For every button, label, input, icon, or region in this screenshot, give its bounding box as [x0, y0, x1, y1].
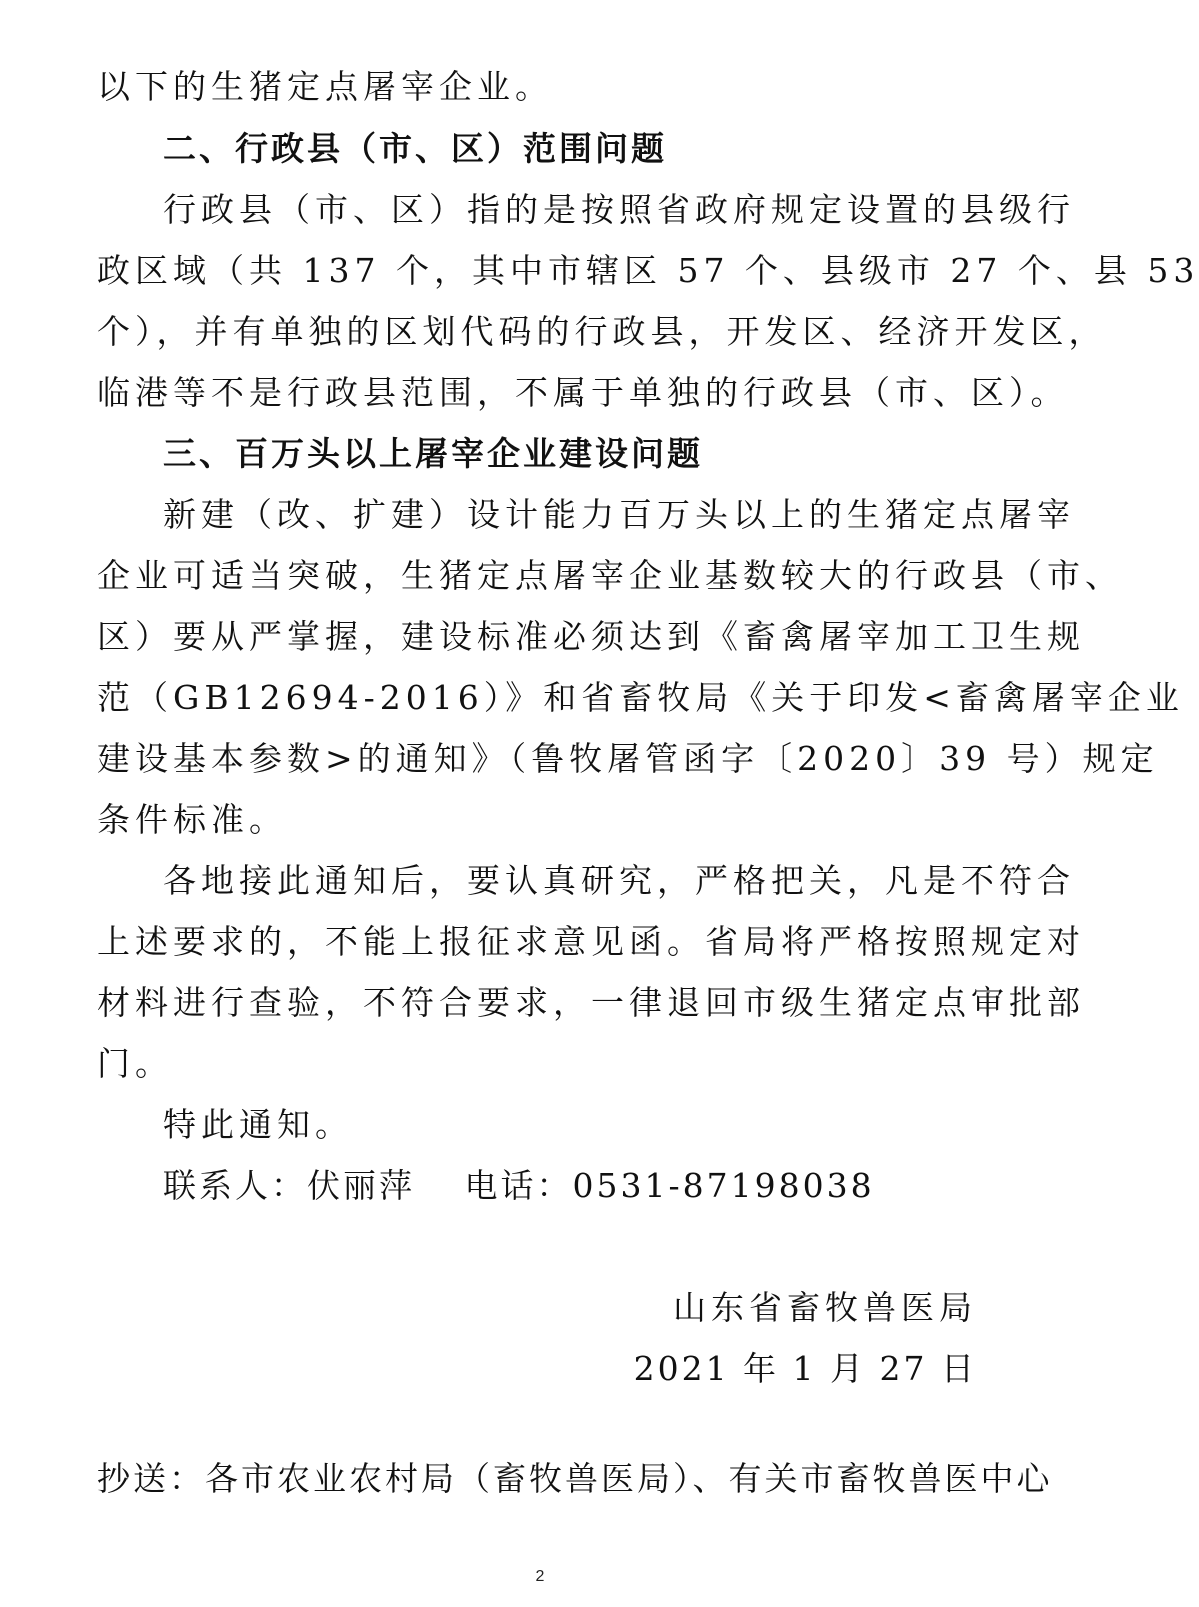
- paragraph-line: 材料进行查验，不符合要求，一律退回市级生猪定点审批部: [97, 983, 1085, 1022]
- section-heading-3: 三、百万头以上屠宰企业建设问题: [163, 434, 703, 473]
- paragraph-line: 条件标准。: [97, 800, 287, 839]
- paragraph-line: 以下的生猪定点屠宰企业。: [97, 67, 553, 106]
- paragraph-line: 企业可适当突破，生猪定点屠宰企业基数较大的行政县（市、: [97, 556, 1123, 595]
- paragraph-line: 个），并有单独的区划代码的行政县，开发区、经济开发区，: [97, 312, 1107, 351]
- paragraph-line: 政区域（共 137 个，其中市辖区 57 个、县级市 27 个、县 53: [97, 251, 1199, 290]
- issuing-organization: 山东省畜牧兽医局: [673, 1288, 977, 1327]
- issue-date: 2021 年 1 月 27 日: [633, 1349, 977, 1388]
- paragraph-line: 门。: [97, 1044, 173, 1083]
- paragraph-line: 上述要求的，不能上报征求意见函。省局将严格按照规定对: [97, 922, 1085, 961]
- closing-line: 特此通知。: [163, 1105, 353, 1144]
- paragraph-line: 区）要从严掌握，建设标准必须达到《畜禽屠宰加工卫生规: [97, 617, 1085, 656]
- paragraph-line: 范（GB12694-2016）》和省畜牧局《关于印发<畜禽屠宰企业: [97, 678, 1184, 717]
- paragraph-line: 新建（改、扩建）设计能力百万头以上的生猪定点屠宰: [163, 495, 1075, 534]
- contact-line: 联系人：伏丽萍 电话：0531-87198038: [163, 1166, 875, 1205]
- paragraph-line: 建设基本参数>的通知》（鲁牧屠管函字〔2020〕39 号）规定: [97, 739, 1159, 778]
- page-number: 2: [535, 1568, 545, 1585]
- paragraph-line: 行政县（市、区）指的是按照省政府规定设置的县级行: [163, 190, 1075, 229]
- section-heading-2: 二、行政县（市、区）范围问题: [163, 129, 667, 168]
- paragraph-line: 临港等不是行政县范围，不属于单独的行政县（市、区）。: [97, 373, 1069, 412]
- cc-line: 抄送：各市农业农村局（畜牧兽医局）、有关市畜牧兽医中心: [97, 1459, 1053, 1498]
- paragraph-line: 各地接此通知后，要认真研究，严格把关，凡是不符合: [163, 861, 1075, 900]
